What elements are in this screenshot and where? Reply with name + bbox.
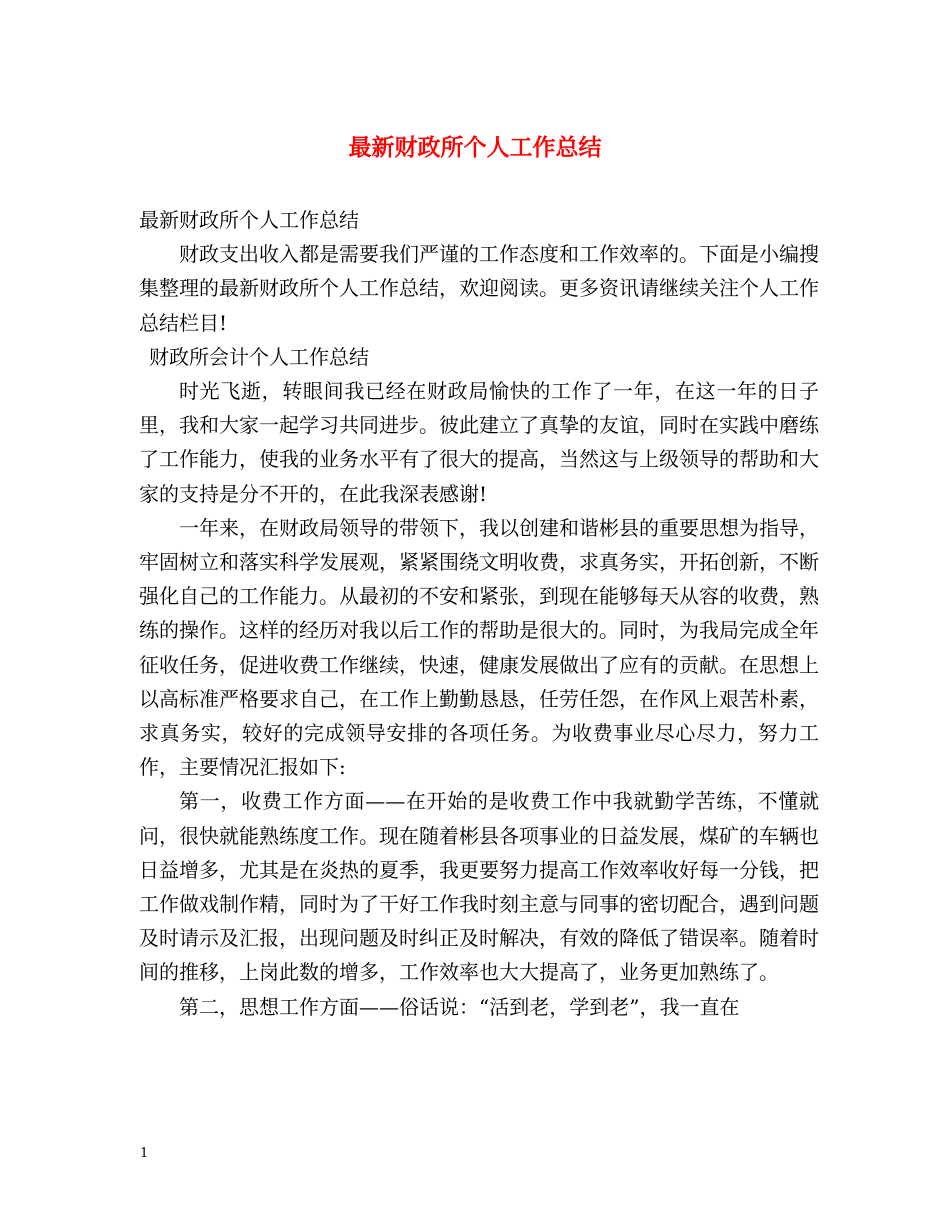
document-title: 最新财政所个人工作总结 <box>348 134 602 161</box>
paragraph-intro: 财政支出收入都是需要我们严谨的工作态度和工作效率的。下面是小编搜集整理的最新财政所个人工作总结，欢迎阅读。更多资讯请继续关注个人工作总结栏目! <box>139 242 819 335</box>
document-body <box>139 203 819 1024</box>
paragraph-heading: 最新财政所个人工作总结 <box>139 208 359 232</box>
paragraph-body: 时光飞逝，转眼间我已经在财政局愉快的工作了一年，在这一年的日子里，我和大家一起学习共同进步。彼此建立了真挚的友谊，同时在实践中磨练了工作能力，使我的业务水平有了很大的提高，当然这与上级领导的帮助和大家的支持是分不开的，在此我深表感谢! <box>139 379 819 506</box>
paragraph-body: 第一，收费工作方面——在开始的是收费工作中我就勤学苦练，不懂就问，很快就能熟练度工作。现在随着彬县各项事业的日益发展，煤矿的车辆也日益增多，尤其是在炎热的夏季，我更要努力提高工作效率收好每一分钱，把工作做戏制作精，同时为了干好工作我时刻主意与同事的密切配合，遇到问题及时请示及汇报，出现问题及时纠正及时解决，有效的降低了错误率。随着时间的推移，上岗此数的增多，工作效率也大大提高了，业务更加熟练了。 <box>139 789 819 985</box>
paragraph-body: 一年来，在财政局领导的带领下，我以创建和谐彬县的重要思想为指导，牢固树立和落实科学发展观，紧紧围绕文明收费，求真务实，开拓创新，不断强化自己的工作能力。从最初的不安和紧张，到现在能够每天从容的收费，熟练的操作。这样的经历对我以后工作的帮助是很大的。同时，为我局完成全年征收任务，促进收费工作继续，快速，健康发展做出了应有的贡献。在思想上以高标准严格要求自己，在工作上勤勤恳恳，任劳任怨，在作风上艰苦朴素，求真务实，较好的完成领导安排的各项任务。为收费事业尽心尽力，努力工作，主要情况汇报如下: <box>139 515 819 780</box>
paragraph-subheading: 财政所会计个人工作总结 <box>149 344 369 369</box>
paragraph-body: 第二，思想工作方面——俗话说：“活到老，学到老”，我一直在 <box>179 994 740 1019</box>
page-number: 1 <box>140 1146 149 1161</box>
